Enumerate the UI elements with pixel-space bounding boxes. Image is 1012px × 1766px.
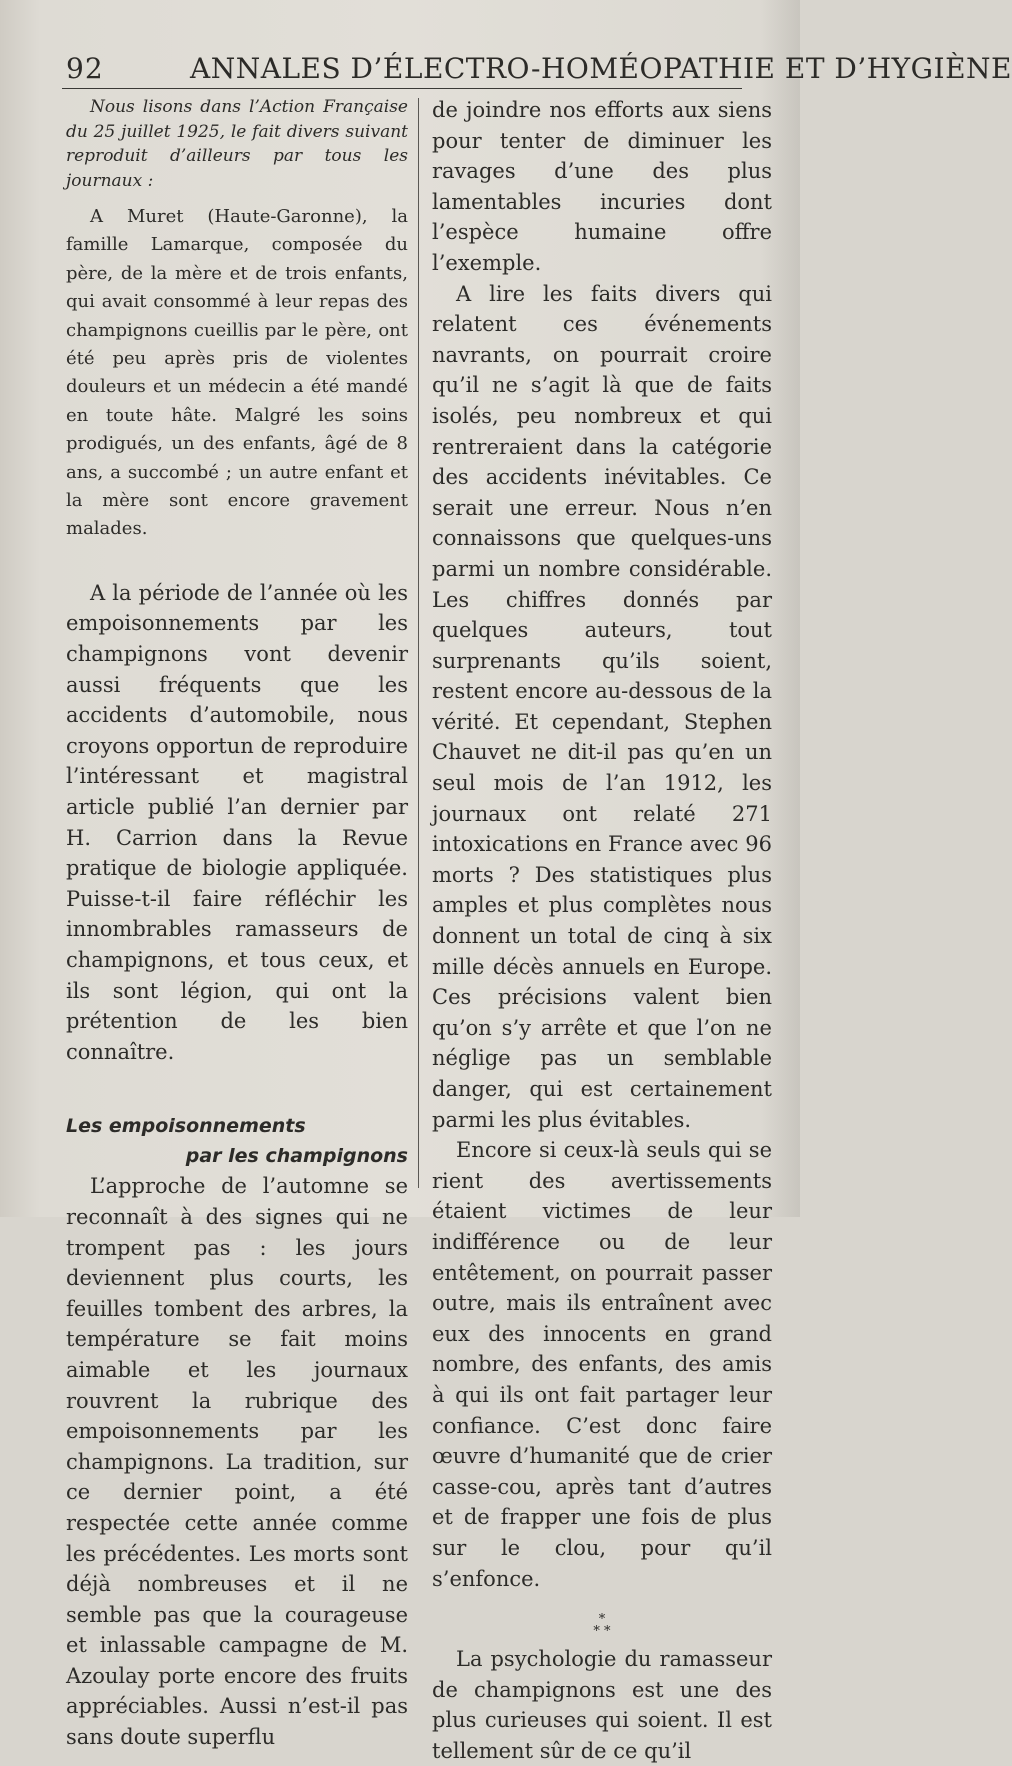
paragraph-5: La psychologie du ramasseur de champignons est une des plus curieuses qui soient. Il est tellement sûr de ce qu’il bbox=[432, 1647, 772, 1763]
paragraph-3: A lire les faits divers qui relatent ces événements navrants, on pourrait croire qu’il ne s’agit là que de faits isolés, peu nombreux et qui rentreraient dans la catégorie des accidents inévitables. Ce serait une erreur. Nous n’en connaissons que quelques-uns parmi un nombre considérable. Les chiffres donnés par quelques auteurs, tout surprenants qu’ils soient, restent encore au-dessous de la vérité. Et cependant, Stephen Chauvet ne dit-il pas qu’en un seul mois de l’an 1912, les journaux ont relaté 271 intoxications en France avec 96 morts ? Des statistiques plus amples et plus complètes nous donnent un total de cinq à six mille décès annuels en Europe. Ces précisions valent bien qu’on s’y arrête et que l’on ne néglige pas un semblable danger, qui est certainement parmi les plus évitables. bbox=[432, 281, 772, 1132]
right-column bbox=[432, 95, 772, 1766]
page-number: 92 bbox=[66, 52, 104, 85]
section-title bbox=[66, 1111, 408, 1171]
left-column bbox=[66, 95, 408, 1753]
intro-italic: Nous lisons dans l’Action Française du 25 juillet 1925, le fait divers suivant reproduit d’ailleurs par tous les journaux : bbox=[66, 97, 408, 191]
header-rule bbox=[62, 88, 742, 89]
news-item-paragraph: A Muret (Haute-Garonne), la famille Lamarque, composée du père, de la mère et de trois enfants, qui avait consommé à leur repas des champignons cueillis par le père, ont été peu après pris de violentes douleurs et un médecin a été mandé en toute hâte. Malgré les soins prodigués, un des enfants, âgé de 8 ans, a succombé ; un autre enfant et la mère sont encore gravement malades. bbox=[66, 206, 408, 540]
asterism bbox=[432, 1614, 772, 1638]
paragraph-4: Encore si ceux-là seuls qui se rient des avertissements étaient victimes de leur indifférence ou de leur entêtement, on pourrait passer outre, mais ils entraînent avec eux des innocents en grand nombre, des enfants, des amis à qui ils ont fait partager leur confiance. C’est donc faire œuvre d’humanité que de crier casse-cou, après tant d’autres et de frapper une fois de plus sur le clou, pour qu’il s’enfonce. bbox=[432, 1138, 772, 1591]
column-divider bbox=[418, 98, 419, 1188]
section-title-line-2: par les champignons bbox=[185, 1145, 408, 1168]
journal-title: ANNALES D’ÉLECTRO-HOMÉOPATHIE ET D’HYGIÈNE bbox=[190, 52, 1012, 85]
section-title-line-1: Les empoisonnements bbox=[66, 1115, 306, 1138]
running-header bbox=[62, 48, 1012, 88]
paragraph-1: A la période de l’année où les empoisonnements par les champignons vont devenir aussi fréquents que les accidents d’automobile, nous croyons opportun de reproduire l’intéressant et magistral article publié l’an dernier par H. Carrion dans la Revue pratique de biologie appliquée. Puisse-t-il faire réfléchir les innombrables ramasseurs de champignons, et tous ceux, et ils sont légion, qui ont la prétention de les bien connaître. bbox=[66, 580, 408, 1064]
paragraph-continued: de joindre nos efforts aux siens pour tenter de diminuer les ravages d’une des plus lamentables incuries dont l’espèce humaine offre l’exemple. bbox=[432, 98, 772, 275]
asterism-top: * bbox=[598, 1612, 606, 1628]
asterism-bottom: * * bbox=[593, 1624, 611, 1640]
paragraph-2: L’approche de l’automne se reconnaît à des signes qui ne trompent pas : les jours deviennent plus courts, les feuilles tombent des arbres, la température se fait moins aimable et les journaux rouvrent la rubrique des empoisonnements par les champignons. La tradition, sur ce dernier point, a été respectée cette année comme les précédentes. Les morts sont déjà nombreuses et il ne semble pas que la courageuse et inlassable campagne de M. Azoulay porte encore des fruits appréciables. Aussi n’est-il pas sans doute superflu bbox=[66, 1174, 408, 1750]
